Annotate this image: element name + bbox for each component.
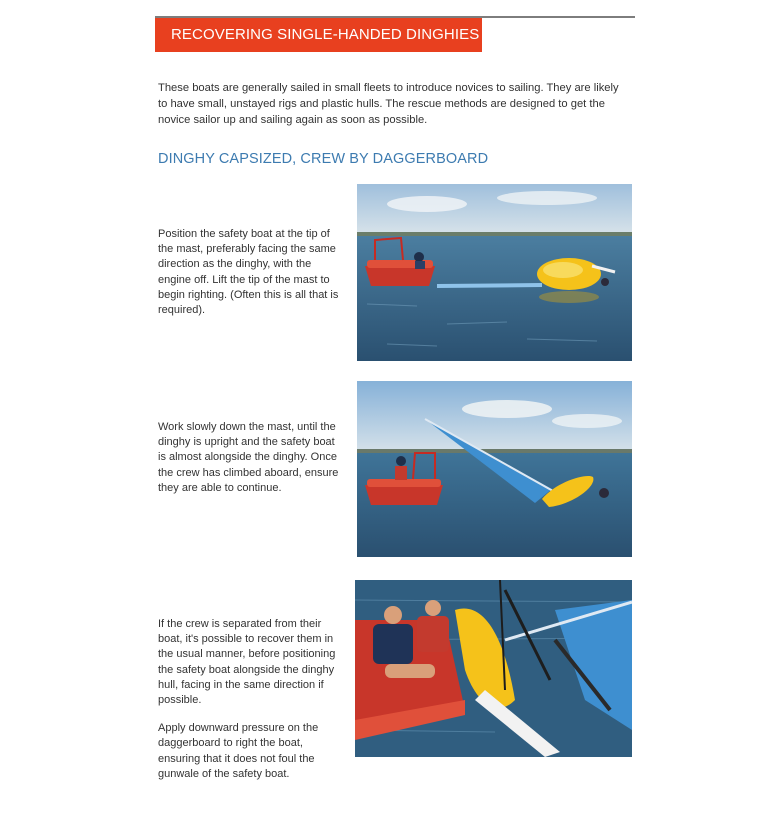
daggerboard-pressure-photo	[355, 580, 632, 757]
page-title-banner	[155, 18, 482, 52]
step-3-paragraph-2: Apply downward pressure on the daggerboard to right the boat, ensuring that it does not foul the gunwale of the safety boat.	[158, 722, 319, 780]
capsized-dinghy-photo	[357, 184, 632, 361]
step-1-text	[158, 227, 343, 331]
section-heading: DINGHY CAPSIZED, CREW BY DAGGERBOARD	[158, 151, 489, 167]
righting-dinghy-photo	[357, 381, 632, 557]
intro-paragraph: These boats are generally sailed in small fleets to introduce novices to sailing. They are likely to have small, unstayed rigs and plastic hulls. The rescue methods are designed to get the novice sailor up and sailing again as soon as possible.	[158, 82, 619, 126]
step-3-text	[158, 617, 343, 795]
step-2-paragraph: Work slowly down the mast, until the dinghy is upright and the safety boat is almost alongside the dinghy. Once the crew has climbed aboard, ensure they are able to continue.	[158, 421, 339, 494]
step-2-text	[158, 420, 343, 509]
step-3-paragraph-1: If the crew is separated from their boat, it's possible to recover them in the usual manner, before positioning the safety boat alongside the dinghy hull, facing in the same direction if possible.	[158, 618, 336, 707]
step-1-paragraph: Position the safety boat at the tip of the mast, preferably facing the same direction as the dinghy, with the engine off. Lift the tip of the mast to begin righting. (Often this is all that is required).	[158, 228, 339, 317]
page-title: RECOVERING SINGLE-HANDED DINGHIES	[171, 26, 480, 43]
